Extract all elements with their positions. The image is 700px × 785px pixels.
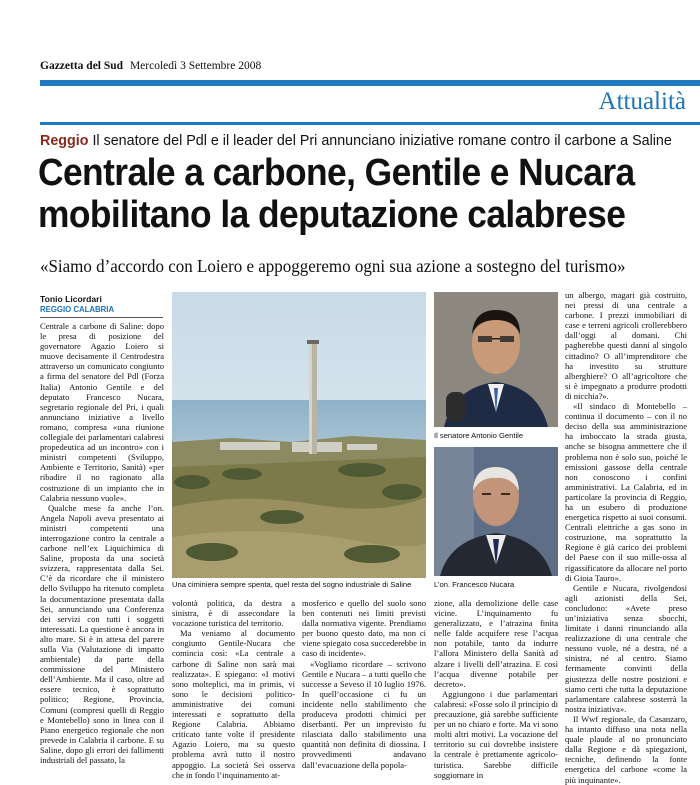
masthead xyxy=(40,60,261,72)
paragraph: Centrale a carbone di Saline: dopo le presa di posizione del governatore Agazio Loiero si muove decisamente il Centrodestra attraverso un comunicato congiunto a firma del senatore del Pdl (Forza Italia) Antonio Gentile e del deputato Francesco Nucara, segretario regionale del Pri, i quali annunciano iniziative a livello romano, compresa «una riunione collegiale dei parlamentari calabresi propedeutica ad un incontro» con i ministri competenti (Sviluppo, Ambiente e Territorio, Sanità) «per ribadire il no ragionato alla costruzione di un impianto che in Calabria nessuno vuole». xyxy=(40,321,164,503)
subheadline: «Siamo d’accordo con Loiero e appoggeremo ogni sua azione a sostegno del turismo» xyxy=(40,256,626,276)
gentile-caption: Il senatore Antonio Gentile xyxy=(434,431,524,440)
nucara-portrait xyxy=(434,447,558,576)
paragraph: Aggiungono i due parlamentari calabresi: «Fosse solo il principio di precauzione, già sarebbe sufficiente per un no chiaro e forte. Ma vi sono molti altri motivi. La vocazione del territorio su cui dovrebbe insistere la centrale è prettamente agricolo-turistica. Sarebbe difficile soggiornare in xyxy=(434,688,558,780)
gentile-portrait xyxy=(434,292,558,427)
body-column-4 xyxy=(434,598,558,780)
paragraph: mosferico e quello del suolo sono ben contenuti nei limiti previsti dalla normativa vigente. Prendiamo per buono questo dato, ma non ci viene spiegato cosa succederebbe in caso di incidente». xyxy=(302,598,426,659)
headline xyxy=(38,152,652,236)
byline-author: Tonio Licordari xyxy=(40,294,102,304)
headline-line-1: Centrale a carbone, Gentile e Nucara xyxy=(38,152,635,194)
paragraph: volontà politica, da destra a sinistra, è di assecondare la vocazione turistica del territorio. xyxy=(172,598,295,629)
publication-name: Gazzetta del Sud xyxy=(40,60,124,72)
nucara-caption: L’on. Francesco Nucara xyxy=(434,580,515,589)
body-column-2 xyxy=(172,598,295,780)
paragraph: Ma veniamo al documento congiunto Gentile-Nucara che comincia così: «La centrale a carbone di Saline non sarà mai realizzata». E spiegano: «I motivi sono molteplici, ma in primis, vi sono le decisioni politico-amministrative dei comuni interessati e soprattutto della Regione Calabria. Abbiamo criticato tante volte il presidente Agazio Loiero, ma su questo problema avrà tutto il nostro appoggio. La società Sei osserva che in fondo l’inquinamento at- xyxy=(172,628,295,780)
headline-line-2: mobilitano la deputazione calabrese xyxy=(38,194,626,236)
body-column-5 xyxy=(565,290,687,785)
paragraph: un albergo, magari già costruito, nei pressi di una centrale a carbone. I prezzi immobiliari di case e terreni agricoli crollerebbero dall’oggi al domani. Chi pagherebbe questi danni al singolo cittadino? O all’imprenditore che ha investito su strutture alberghiere? O all’agricoltore che si è impegnato a produrre prodotti di nicchia?». xyxy=(565,290,687,401)
section-title: Attualità xyxy=(598,88,686,115)
paragraph: Il Wwf regionale, da Casanzaro, ha intanto diffuso una nota nella quale plaude al no pronunciato dalla Regione e dà spiegazioni, tecniche, definendo la fonte energetica del carbone «come la più inquinante». xyxy=(565,713,687,785)
section-rule xyxy=(40,122,700,125)
paragraph: «Il sindaco di Montebello – continua il documento – con il no deciso della sua amministrazione ha imboccato la strada giusta, anche se bisogna ammettere che il problema non è solo suo, poiché le emissioni gassose della centrale non conoscono i confini amministrativi. La Calabria, ed in particolare la provincia di Reggio, ha un esubero di produzione energetica rispetto ai suoi consumi. Centrali elettriche a gas sono in costruzione, ma soprattutto la Regione è già carico dei problemi del Paese con il suo mille-ossa al rigassificatore da allocare nel porto di Gioia Tauro». xyxy=(565,401,687,583)
nucara-portrait-illustration xyxy=(434,447,558,576)
paragraph: zione, alla demolizione delle case vicine. L’inquinamento fu generalizzato, e l’atrazina finita nelle falde acquifere rese l’acqua non potabile, tanto da indurre l’allora Ministero della Sanità ad alzare i livelli dell’atrazina. E così l’acqua divenne potabile per decreto». xyxy=(434,598,558,689)
byline-rule xyxy=(40,317,163,318)
kicker-text: Il senatore del Pdl e il leader del Pri annunciano iniziative romane contro il carbone a Saline xyxy=(92,133,672,149)
gentile-portrait-illustration xyxy=(434,292,558,427)
paragraph: «Vogliamo ricordare – scrivono Gentile e Nucara – a tutti quello che successe a Seveso il 10 luglio 1976. In quell’occasione ci fu un incidente nello stabilimento che produceva prodotti chimici per diserbanti. Per un imprevisto fu rilasciata dallo stabilimento una quantità non definita di diossina. I provvedimenti andavano dall’evacuazione della popola- xyxy=(302,658,426,770)
power-plant-photo xyxy=(172,292,426,578)
power-plant-caption: Una ciminiera sempre spenta, quel resta del sogno industriale di Saline xyxy=(172,580,412,589)
byline-place: REGGIO CALABRIA xyxy=(40,305,115,314)
paragraph: Qualche mese fa anche l’on. Angela Napoli aveva presentato ai ministri competenti una interrogazione contro la centrale a carbone nell’ex Liquichimica di Saline, proposta da una società svizzera, rappresentata dalla Sei. C’è da ricordare che il ministero dello Sviluppo ha ritenuto completa la documentazione presentata dalla Sei, annunciando una Conferenza dei servizi con tutti i soggetti interessati. La questione è ancora in alto mare. Si è in attesa del parere sulla Via (Valutazione di impatto ambientale) da parte della commissione del Ministero dell’Ambiente. Ma il caso, oltre ad essere tecnico, è soprattutto politico; Regione, Provincia, Comuni (compresi quelli di Reggio e Montebello) sono in linea con il Piano energetico regionale che non prevede in Calabria il carbone. E su Saline, dopo gli errori dei fallimenti industriali del passato, la xyxy=(40,502,164,766)
issue-date: Mercoledì 3 Settembre 2008 xyxy=(129,60,262,72)
body-column-1 xyxy=(40,321,164,765)
masthead-bar xyxy=(40,80,700,86)
kicker xyxy=(40,133,672,149)
kicker-city: Reggio xyxy=(40,133,89,149)
paragraph: Gentile e Nucara, rivolgendosi agli azionisti della Sei, concludono: «Avete preso un’iniziativa senza sbocchi, limitate i danni rinunciando alla realizzazione di una centrale che nessuno vuole, né a destra, né a sinistra, né al centro. Siamo fermamente convinti della giustezza delle nostre posizioni e siamo certi che tutta la deputazione parlamentare calabrese sosterrà la nostra iniziativa». xyxy=(565,582,687,714)
power-plant-illustration xyxy=(172,292,426,578)
body-column-3 xyxy=(302,598,426,770)
